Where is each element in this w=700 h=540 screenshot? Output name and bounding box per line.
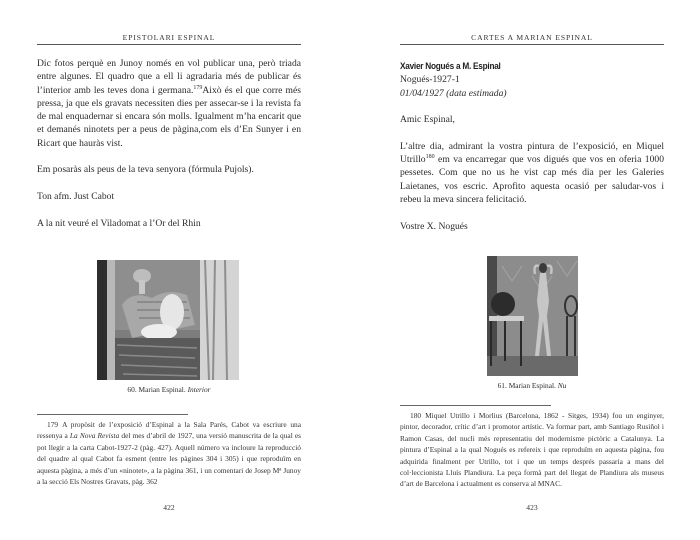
footnote-number: 179 [47, 420, 59, 429]
closing: Ton afm. Just Cabot [37, 190, 115, 202]
paragraph [37, 57, 301, 150]
paragraph [400, 140, 664, 206]
figure-caption [37, 385, 301, 394]
caption-title: Nu [557, 381, 567, 390]
running-head: CARTES A MARIAN ESPINAL [471, 33, 593, 42]
paragraph-text: Dic fotos perquè en Junoy només en vol publicar una, però triada entre algunes. El quadro que a ell li agradaria més de publicar és l’interior amb les teves dona i germana. [37, 58, 301, 96]
footnote-text: del mes d’abril de 1927, una versió manuscrita de la qual es pot llegir a la carta Cabot-1927-2 (pàg. 427). Aquell número va incloure la reproducció del quadre al qual Cabot fa esment (entre les pàgines 304 i 305) i que reproduïm en aquesta pàgina, a més d’un «ninotet», a la pàgina 361, i un comentari de Josep Mª Junoy a la secció Els Nostres Gravats, pàg. 362 [37, 431, 302, 487]
footnote-ref[interactable]: 179 [193, 84, 203, 91]
caption-number: 60. Marian Espinal. [127, 385, 188, 394]
footnote-rule [37, 414, 188, 415]
postscript: A la nit veuré el Viladomat a l’Or del Rhin [37, 217, 201, 229]
page-number: 423 [526, 503, 538, 512]
letter-date: 01/04/1927 (data estimada) [400, 87, 507, 99]
letter-title: Xavier Nogués a M. Espinal [400, 61, 501, 72]
footnote-rule [400, 405, 551, 406]
paragraph-text: em va encarregar que vos digués que vos en oferia 1000 pessetes. Com que no us he vist cap més dia per les Galeries Laietanes, vos escric. Aprofito aquesta ocasió per saludar-vos i rebeu la meva sincera felicitació. [400, 154, 664, 205]
figure-image [487, 256, 578, 376]
header-rule [400, 44, 664, 45]
paragraph-text: Això és el que corre més pressa, ja que els gravats necessiten dies per assecar-se i la revista fa de mal enquadernar si encara són molls. Igualment m’ha encarit que et demanés ninotets per a peus de pàgina,com els d’En Sunyer i en Ricart que hauràs vist. [37, 84, 301, 149]
right-page [400, 0, 664, 540]
caption-number: 61. Marian Espinal. [497, 381, 558, 390]
page-number: 422 [163, 503, 175, 512]
salutation: Amic Espinal, [400, 114, 455, 126]
caption-title: Interior [187, 385, 211, 394]
header-rule [37, 44, 301, 45]
figure-caption [400, 381, 664, 390]
painting-nude-image [487, 256, 578, 376]
paragraph: Em posaràs als peus de la teva senyora (fórmula Pujols). [37, 164, 254, 176]
letter-reference: Nogués-1927-1 [400, 74, 460, 86]
footnote [37, 419, 301, 487]
footnote [400, 410, 664, 490]
running-head: EPISTOLARI ESPINAL [122, 33, 216, 42]
letter-body [400, 60, 664, 233]
footnote-ref[interactable]: 180 [425, 154, 435, 161]
paragraph-text: L’altre dia, admirant la vostra pintura de l’exposició, en Miquel Utrillo [400, 140, 664, 166]
signature: Vostre X. Nogués [400, 220, 468, 232]
letter-body [37, 57, 301, 230]
footnote-text: A propòsit de l’exposició d’Espinal a la Sala Parés, Cabot va escriure una ressenya a [37, 420, 301, 441]
journal-title: La Nova Revista [69, 431, 120, 441]
painting-interior-image [97, 260, 239, 380]
footnote-number: 180 [410, 411, 422, 420]
footnote-text: Miquel Utrillo i Morlius (Barcelona, 1862 - Sitges, 1934) fou un enginyer, pintor, decorador, crític d’art i promotor artístic. Va formar part, amb Santiago Rusiñol i Ramon Casas, del nucli més representatiu del modernisme pictòric a Catalunya. La pintura d’Espinal a la qual Nogués es refereix i que reproduïm en aquesta pàgina, fou adquirida finalment per Utrillo, tot i que un temps després passaria a mans del col·leccionista Lluís Plandiura. La peça formà part del llegat de Plandiura als museus d’art de Barcelona i actualment es conserva al MNAC. [400, 411, 664, 489]
left-page [37, 0, 301, 540]
figure-image [97, 260, 239, 380]
